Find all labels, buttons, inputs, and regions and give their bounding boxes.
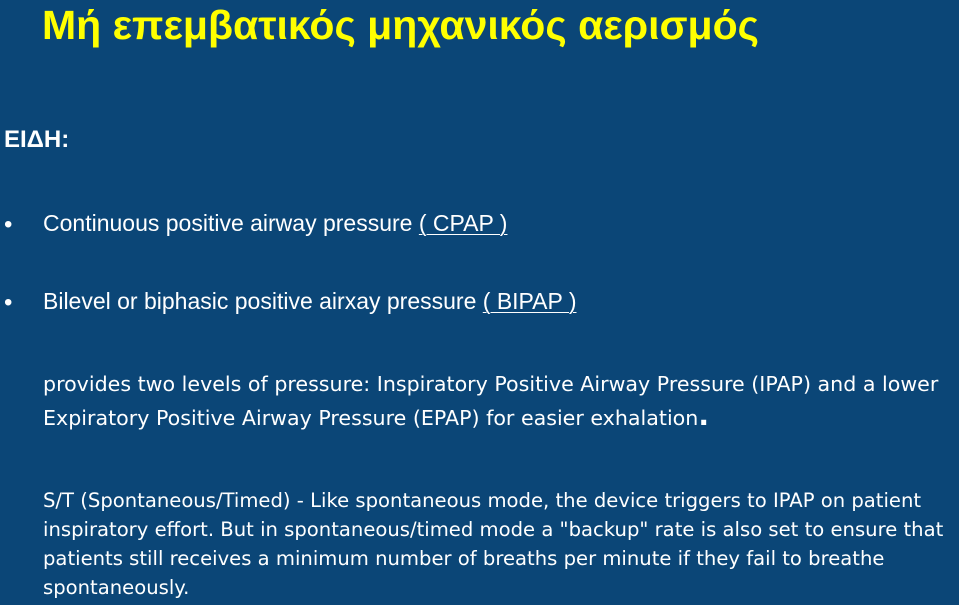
st-mode-description: S/T (Spontaneous/Timed) - Like spontaneous mode, the device triggers to IPAP on patient inspiratory effort. But in spontaneous/timed mode a "backup" rate is also set to ensure that patients still receives a minimum number of breaths per minute if they fail to breathe spontaneously. (43, 489, 944, 599)
bipap-link[interactable]: ( BIPAP ) (482, 288, 577, 314)
bullet-text-bipap: Bilevel or biphasic positive airxay pressure (43, 288, 477, 314)
bipap-description (43, 368, 955, 434)
bullet-marker-bipap: • (4, 289, 13, 316)
cpap-link[interactable]: ( CPAP ) (418, 210, 508, 236)
section-heading: ΕΙΔΗ: (4, 126, 70, 153)
bullet-item-bipap (43, 288, 577, 315)
bipap-description-period: . (698, 399, 709, 432)
bullet-item-cpap (43, 210, 507, 237)
bullet-marker-cpap: • (4, 211, 13, 238)
bullet-text-cpap: Continuous positive airway pressure (43, 210, 413, 236)
bipap-description-text: provides two levels of pressure: Inspiratory Positive Airway Pressure (IPAP) and a lower Expiratory Positive Airway Pressure (EPAP) for easier exhalation (43, 372, 939, 430)
slide-title: Μή επεμβατικός μηχανικός αερισμός (42, 2, 759, 48)
